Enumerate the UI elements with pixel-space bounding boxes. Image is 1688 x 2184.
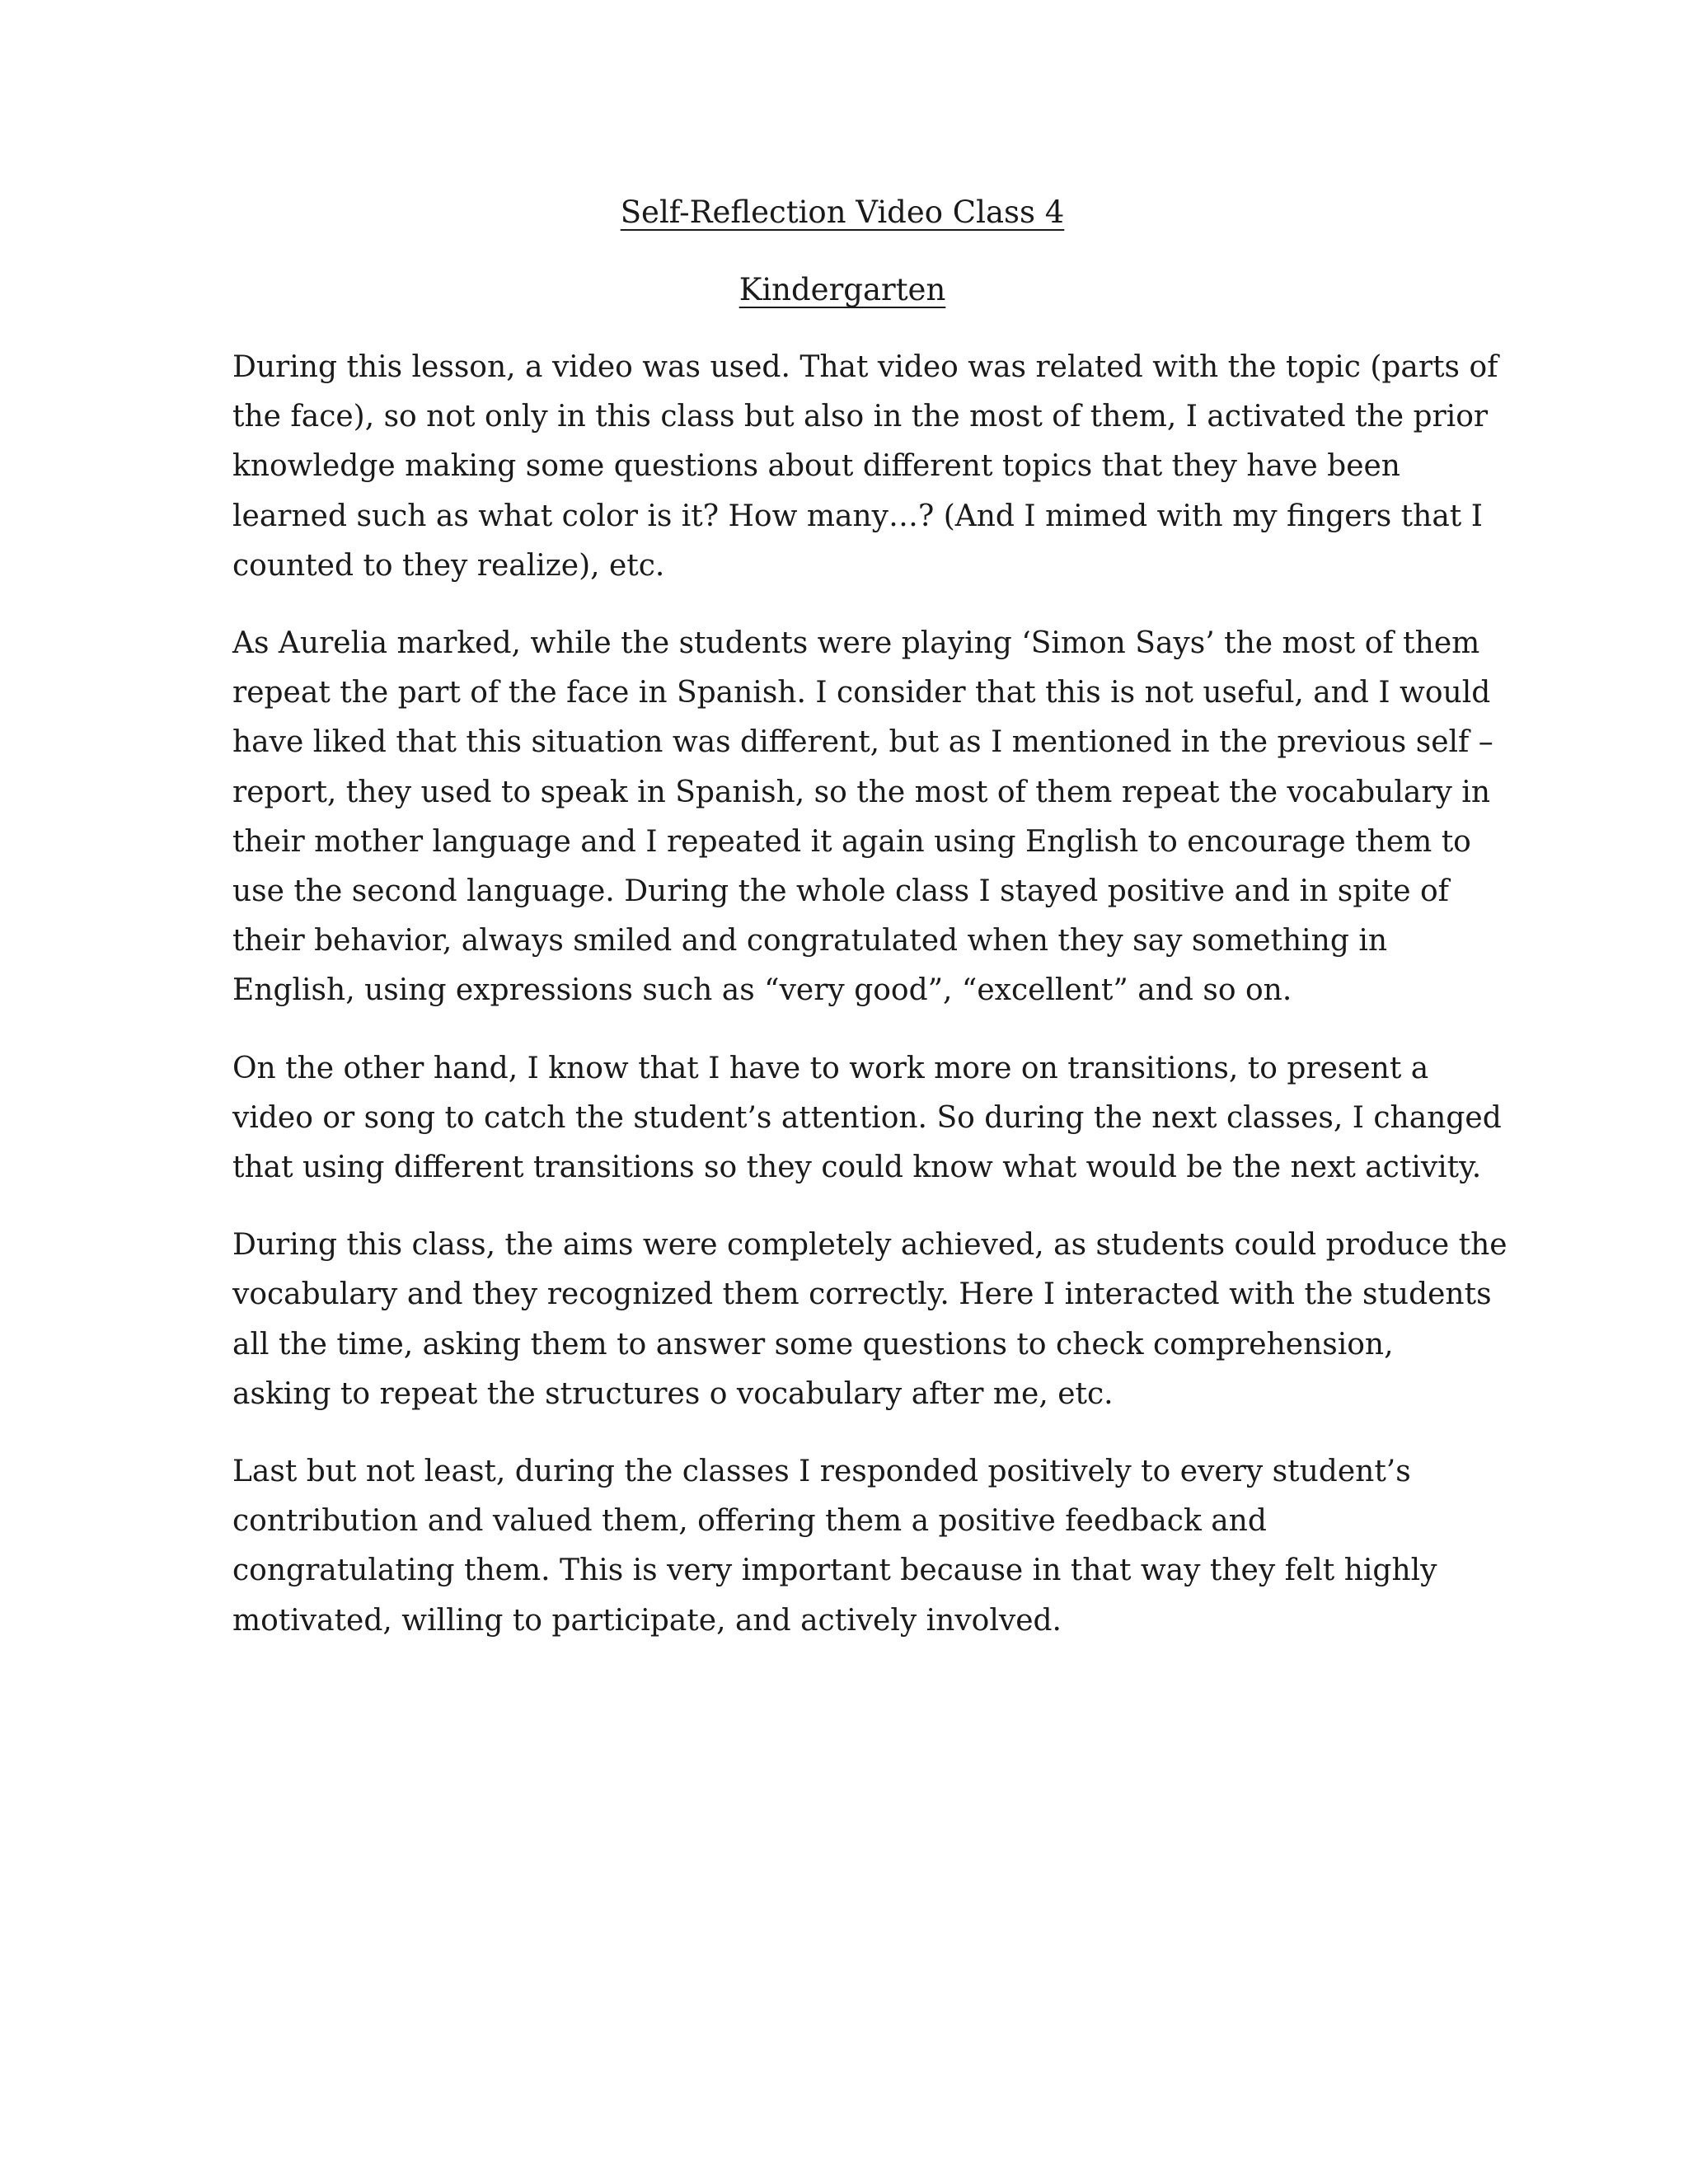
- paragraph-line: that using different transitions so they could know what would be the next activity.: [232, 1151, 1482, 1185]
- paragraph-line: As Aurelia marked, while the students were playing ‘Simon Says’ the most of them: [232, 626, 1480, 661]
- paragraph-line: use the second language. During the whole class I stayed positive and in spite of: [232, 874, 1449, 909]
- paragraph-line: the face), so not only in this class but also in the most of them, I activated the prior: [232, 400, 1489, 434]
- paragraph-line: On the other hand, I know that I have to work more on transitions, to present a: [232, 1051, 1429, 1085]
- paragraph-line: video or song to catch the student’s attention. So during the next classes, I changed: [232, 1100, 1502, 1135]
- paragraph-line: During this class, the aims were completely achieved, as students could produce the: [232, 1228, 1507, 1263]
- paragraph-line: counted to they realize), etc.: [232, 548, 665, 583]
- document-body: [232, 188, 1507, 1674]
- paragraph-line: have liked that this situation was different, but as I mentioned in the previous self –: [232, 725, 1493, 760]
- paragraph-line: all the time, asking them to answer some questions to check comprehension,: [232, 1327, 1394, 1361]
- document-title: Self-Reflection Video Class 4: [620, 194, 1065, 230]
- paragraph-line: vocabulary and they recognized them correctly. Here I interacted with the students: [232, 1277, 1492, 1312]
- paragraph-line: learned such as what color is it? How many…? (And I mimed with my fingers that I: [232, 499, 1483, 533]
- paragraph-line: Last but not least, during the classes I responded positively to every student’s: [232, 1455, 1411, 1489]
- paragraph-line: motivated, willing to participate, and actively involved.: [232, 1603, 1062, 1638]
- paragraph-4: [232, 1221, 1507, 1419]
- paragraph-line: their mother language and I repeated it again using English to encourage them to: [232, 824, 1471, 859]
- document-subtitle: Kindergarten: [738, 272, 946, 307]
- paragraph-line: English, using expressions such as “very good”, “excellent” and so on.: [232, 973, 1292, 1008]
- paragraph-line: contribution and valued them, offering them a positive feedback and: [232, 1504, 1267, 1539]
- paragraph-line: their behavior, always smiled and congratulated when they say something in: [232, 924, 1388, 958]
- paragraph-line: During this lesson, a video was used. That video was related with the topic (parts of: [232, 350, 1498, 384]
- paragraph-line: repeat the part of the face in Spanish. I consider that this is not useful, and I would: [232, 676, 1491, 710]
- paragraph-line: report, they used to speak in Spanish, so the most of them repeat the vocabulary in: [232, 775, 1491, 809]
- paragraph-line: asking to repeat the structures o vocabulary after me, etc.: [232, 1376, 1114, 1411]
- paragraph-1: [232, 343, 1498, 591]
- paragraph-3: [232, 1044, 1502, 1193]
- paragraph-line: knowledge making some questions about different topics that they have been: [232, 449, 1400, 484]
- paragraph-line: congratulating them. This is very important because in that way they felt highly: [232, 1554, 1437, 1588]
- paragraph-2: [232, 619, 1493, 1016]
- paragraph-5: [232, 1447, 1452, 1646]
- document-text: [232, 343, 1507, 1646]
